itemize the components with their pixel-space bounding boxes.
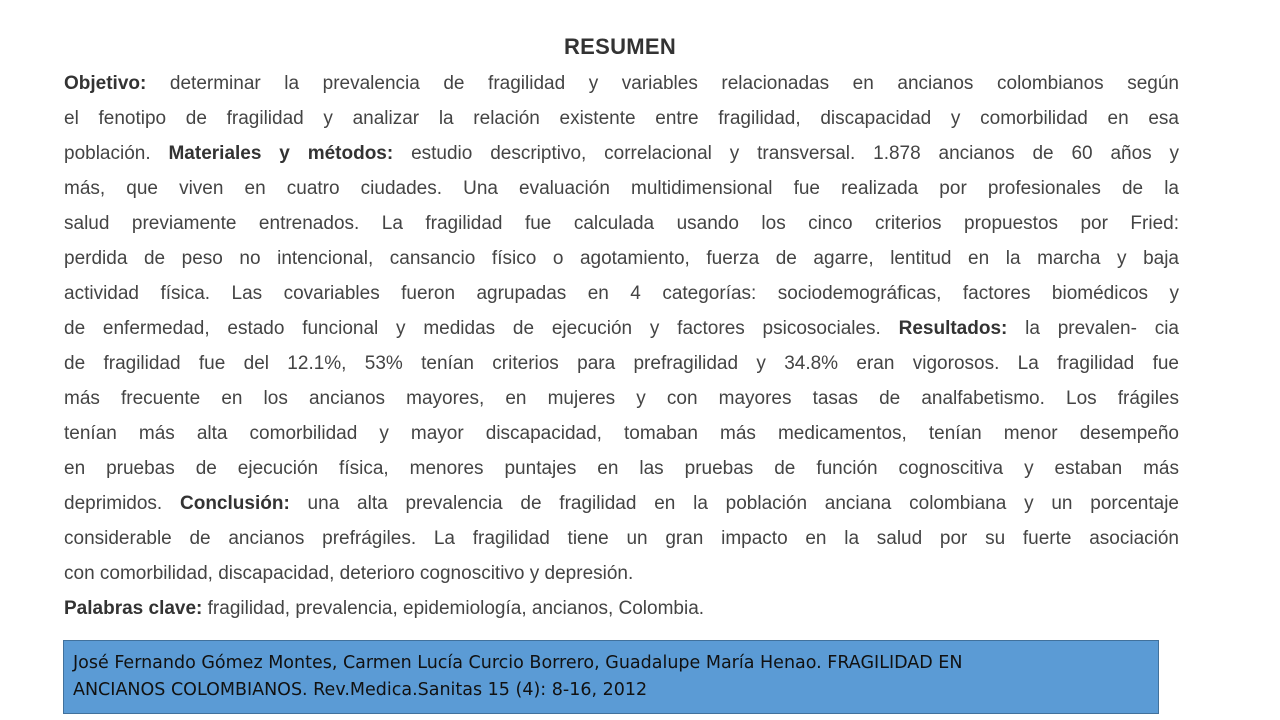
- citation-line: José Fernando Gómez Montes, Carmen Lucía Curcio Borrero, Guadalupe María Henao. FRAGILIDAD EN: [73, 653, 963, 673]
- section-label: Materiales y métodos:: [168, 143, 394, 164]
- abstract-line: [64, 416, 1179, 451]
- abstract-body: [64, 66, 1179, 626]
- abstract-text: la prevalen- cia: [1007, 318, 1179, 339]
- abstract-text: perdida de peso no intencional, cansancio físico o agotamiento, fuerza de agarre, lentitud en la marcha y baja: [64, 248, 1179, 269]
- abstract-text: salud previamente entrenados. La fragilidad fue calculada usando los cinco criterios propuestos por Fried:: [64, 213, 1179, 234]
- abstract-line: [64, 136, 1179, 171]
- abstract-line: [64, 451, 1179, 486]
- citation-box: [63, 640, 1159, 714]
- abstract-heading: RESUMEN: [563, 34, 677, 59]
- abstract-text: determinar la prevalencia de fragilidad y variables relacionadas en ancianos colombianos según: [146, 73, 1179, 94]
- section-label: Resultados:: [898, 318, 1008, 339]
- abstract-line: [64, 206, 1179, 241]
- section-label: Conclusión:: [180, 493, 290, 514]
- abstract-text: más frecuente en los ancianos mayores, en mujeres y con mayores tasas de analfabetismo. Los frágiles: [64, 388, 1179, 409]
- abstract-line: [64, 241, 1179, 276]
- abstract-line: [64, 556, 1179, 591]
- abstract-text: de fragilidad fue del 12.1%, 53% tenían criterios para prefragilidad y 34.8% eran vigorosos. La fragilidad fue: [64, 353, 1179, 374]
- abstract-text: en pruebas de ejecución física, menores puntajes en las pruebas de función cognoscitiva y estaban más: [64, 458, 1179, 479]
- abstract-text: población.: [64, 143, 169, 164]
- abstract-text: más, que viven en cuatro ciudades. Una evaluación multidimensional fue realizada por profesionales de la: [64, 178, 1179, 199]
- abstract-line: [64, 66, 1179, 101]
- abstract-line: [64, 346, 1179, 381]
- abstract-text: considerable de ancianos prefrágiles. La fragilidad tiene un gran impacto en la salud por su fuerte asociación: [64, 528, 1179, 549]
- abstract-text: estudio descriptivo, correlacional y transversal. 1.878 ancianos de 60 años y: [393, 143, 1179, 164]
- section-label: Objetivo:: [64, 73, 147, 94]
- abstract-line: [64, 101, 1179, 136]
- abstract-text: deprimidos.: [64, 493, 180, 514]
- keywords-line: [64, 591, 1179, 626]
- abstract-text: una alta prevalencia de fragilidad en la población anciana colombiana y un porcentaje: [289, 493, 1179, 514]
- citation-line: ANCIANOS COLOMBIANOS. Rev.Medica.Sanitas 15 (4): 8-16, 2012: [73, 680, 648, 700]
- abstract-text: tenían más alta comorbilidad y mayor discapacidad, tomaban más medicamentos, tenían menor desempeño: [64, 423, 1179, 444]
- abstract-text: el fenotipo de fragilidad y analizar la relación existente entre fragilidad, discapacidad y comorbilidad en esa: [64, 108, 1179, 129]
- abstract-line: [64, 311, 1179, 346]
- keywords-label: Palabras clave:: [64, 598, 203, 619]
- keywords-text: fragilidad, prevalencia, epidemiología, ancianos, Colombia.: [202, 598, 705, 619]
- abstract-text: actividad física. Las covariables fueron agrupadas en 4 categorías: sociodemográficas, factores biomédicos y: [64, 283, 1179, 304]
- abstract-line: [64, 171, 1179, 206]
- abstract-line: [64, 486, 1179, 521]
- abstract-line: [64, 521, 1179, 556]
- abstract-text: de enfermedad, estado funcional y medidas de ejecución y factores psicosociales.: [64, 318, 899, 339]
- abstract-line: [64, 381, 1179, 416]
- abstract-text: con comorbilidad, discapacidad, deterioro cognoscitivo y depresión.: [64, 563, 634, 584]
- abstract-line: [64, 276, 1179, 311]
